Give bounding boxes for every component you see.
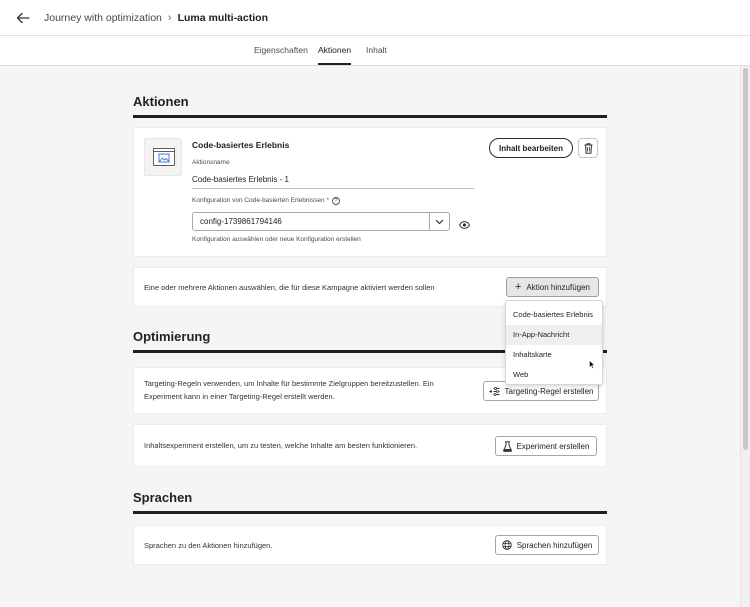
languages-card	[133, 525, 607, 565]
section-title-actions: Aktionen	[133, 94, 189, 109]
targeting-icon	[489, 387, 500, 396]
create-experiment-label: Experiment erstellen	[516, 441, 590, 451]
edit-content-label: Inhalt bearbeiten	[498, 143, 563, 153]
config-hint: Konfiguration auswählen oder neue Konfiguration erstellen	[192, 236, 361, 243]
config-select[interactable]	[192, 212, 450, 231]
config-label: Konfiguration von Code-basierten Erlebnissen * ?	[192, 197, 340, 205]
mouse-pointer-icon	[589, 356, 595, 374]
eye-icon[interactable]	[459, 216, 470, 234]
breadcrumb-parent[interactable]: Journey with optimization	[44, 11, 162, 24]
beaker-icon	[503, 441, 512, 452]
experiment-text: Inhaltsexperiment erstellen, um zu testen, welche Inhalte am besten funktionieren.	[144, 441, 418, 450]
active-tab-indicator	[318, 63, 351, 65]
delete-action-button[interactable]	[578, 138, 598, 158]
section-title-languages: Sprachen	[133, 490, 193, 505]
action-name-input[interactable]: Code-basiertes Erlebnis - 1	[192, 175, 289, 184]
action-name-label: Aktionsname	[192, 159, 230, 166]
tab-inhalt[interactable]: Inhalt	[366, 45, 387, 55]
config-select-value: config-1739861794146	[200, 217, 282, 226]
menu-item-in-app-message[interactable]: In-App-Nachricht	[506, 325, 602, 345]
add-action-button[interactable]	[506, 277, 599, 297]
add-action-text: Eine oder mehrere Aktionen auswählen, die für diese Kampagne aktiviert werden sollen	[144, 283, 435, 292]
menu-item-content-card[interactable]: Inhaltskarte	[513, 350, 552, 359]
arrow-left-icon	[16, 12, 30, 24]
required-marker: *	[326, 198, 329, 204]
targeting-text-line1: Targeting-Regeln verwenden, um Inhalte für bestimmte Zielgruppen bereitzustellen. Ein	[144, 379, 434, 388]
trash-icon	[584, 143, 593, 154]
languages-text: Sprachen zu den Aktionen hinzufügen.	[144, 541, 273, 550]
add-action-label: Aktion hinzufügen	[526, 282, 591, 292]
scrollbar-thumb[interactable]	[743, 68, 748, 450]
action-card	[133, 127, 607, 257]
edit-content-button[interactable]	[489, 138, 573, 158]
add-languages-button[interactable]	[495, 535, 599, 555]
add-languages-label: Sprachen hinzufügen	[516, 540, 593, 550]
top-bar	[0, 0, 750, 36]
section-divider	[133, 511, 607, 514]
back-button[interactable]	[12, 7, 34, 29]
action-name-underline	[192, 188, 474, 189]
section-divider	[133, 115, 607, 118]
tab-aktionen[interactable]: Aktionen	[318, 45, 352, 55]
plus-icon: +	[514, 281, 522, 293]
scrollbar[interactable]	[740, 66, 750, 607]
tab-bar	[0, 36, 750, 66]
targeting-text-line2: Experiment kann in einer Targeting-Regel erstellt werden.	[144, 392, 335, 401]
action-thumbnail	[144, 138, 182, 176]
experiment-card	[133, 424, 607, 467]
action-heading: Code-basiertes Erlebnis	[192, 140, 290, 150]
menu-item-code-based-experience[interactable]: Code-basiertes Erlebnis	[513, 310, 594, 319]
create-experiment-button[interactable]	[495, 436, 597, 456]
globe-icon	[502, 540, 512, 550]
tab-eigenschaften[interactable]: Eigenschaften	[254, 45, 308, 55]
image-icon	[153, 148, 175, 166]
breadcrumb-separator: ›	[167, 11, 172, 24]
create-targeting-rule-label: Targeting-Regel erstellen	[504, 386, 594, 396]
section-title-optimization: Optimierung	[133, 329, 211, 344]
menu-item-web[interactable]: Web	[513, 370, 529, 379]
help-icon[interactable]: ?	[332, 197, 340, 205]
breadcrumb-current: Luma multi-action	[177, 11, 268, 24]
chevron-down-icon[interactable]	[429, 213, 449, 230]
